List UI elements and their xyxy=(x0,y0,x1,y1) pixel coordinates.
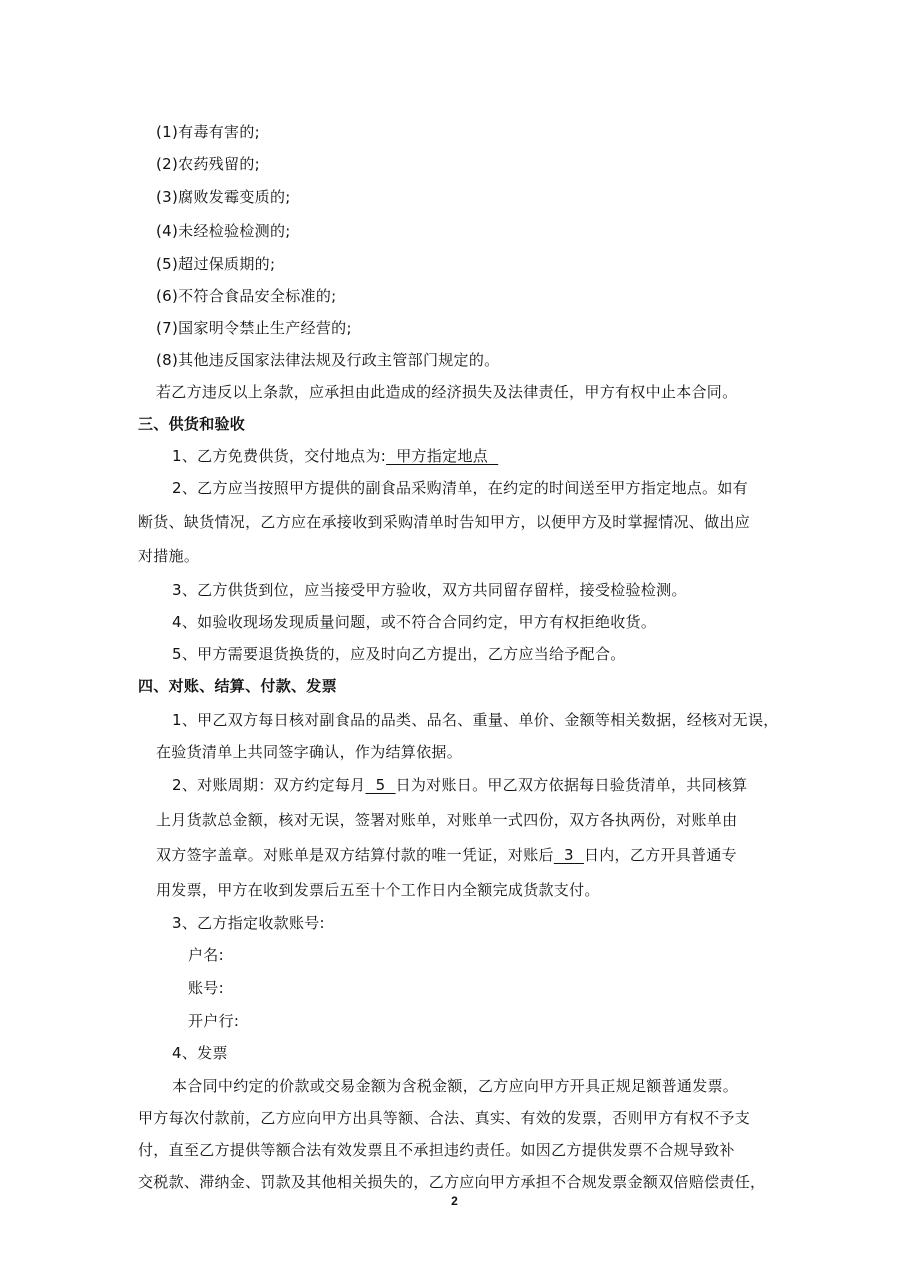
section-4-p2-line4: 用发票，甲方在收到发票后五至十个工作日内全额完成货款支付。 xyxy=(156,881,600,899)
p2-line1-a: 2、对账周期：双方约定每月 xyxy=(172,776,366,794)
invoice-days: 3 xyxy=(553,846,584,864)
p2-line3-a: 双方签字盖章。对账单是双方结算付款的唯一凭证，对账后 xyxy=(156,846,554,864)
reconciliation-day: 5 xyxy=(365,776,396,794)
page-number: 2 xyxy=(451,1194,458,1208)
p1-prefix: 1、乙方免费供货，交付地点为: xyxy=(172,447,387,465)
invoice-line-4: 交税款、滞纳金、罚款及其他相关损失的，乙方应向甲方承担不合规发票金额双倍赔偿责任， xyxy=(138,1173,766,1191)
delivery-location: 甲方指定地点 xyxy=(386,447,499,465)
list-item-7: (7)国家明令禁止生产经营的; xyxy=(156,319,352,337)
invoice-line-2: 甲方每次付款前，乙方应向甲方出具等额、合法、真实、有效的发票，否则甲方有权不予支 xyxy=(138,1109,751,1127)
section-3-heading: 三、供货和验收 xyxy=(138,415,246,433)
invoice-line-1: 本合同中约定的价款或交易金额为含税金额，乙方应向甲方开具正规足额普通发票。 xyxy=(172,1077,739,1095)
section-3-p3: 3、乙方供货到位，应当接受甲方验收，双方共同留存留样，接受检验检测。 xyxy=(172,581,687,599)
section-4-p2-line2: 上月货款总金额，核对无误，签署对账单，对账单一式四份，双方各执两份，对账单由 xyxy=(156,811,738,829)
list-item-1: (1)有毒有害的; xyxy=(156,123,261,141)
section-4-p3: 3、乙方指定收款账号: xyxy=(172,914,325,932)
invoice-line-3: 付，直至乙方提供等额合法有效发票且不承担违约责任。如因乙方提供发票不合规导致补 xyxy=(138,1141,735,1159)
list-item-5: (5)超过保质期的; xyxy=(156,255,276,273)
section-3-p4: 4、如验收现场发现质量问题，或不符合合同约定，甲方有权拒绝收货。 xyxy=(172,613,657,631)
p2-line1-b: 日为对账日。甲乙双方依据每日验货清单，共同核算 xyxy=(395,776,748,794)
section-3-p1 xyxy=(172,446,498,466)
violation-clause: 若乙方违反以上条款，应承担由此造成的经济损失及法律责任，甲方有权中止本合同。 xyxy=(156,383,738,401)
section-4-p1-line1: 1、甲乙双方每日核对副食品的品类、品名、重量、单价、金额等相关数据，经核对无误， xyxy=(172,711,779,729)
list-item-4: (4)未经检验检测的; xyxy=(156,222,291,240)
list-item-2: (2)农药残留的; xyxy=(156,155,261,173)
section-4-p1-line2: 在验货清单上共同签字确认，作为结算依据。 xyxy=(156,743,463,761)
section-3-p5: 5、甲方需要退货换货的，应及时向乙方提出，乙方应当给予配合。 xyxy=(172,645,626,663)
account-name-label: 户名: xyxy=(188,946,224,964)
bank-label: 开户行: xyxy=(188,1012,240,1030)
section-3-p2-line1: 2、乙方应当按照甲方提供的副食品采购清单，在约定的时间送至甲方指定地点。如有 xyxy=(172,479,748,497)
list-item-8: (8)其他违反国家法律法规及行政主管部门规定的。 xyxy=(156,351,500,369)
list-item-3: (3)腐败发霉变质的; xyxy=(156,188,291,206)
section-4-p2-line3 xyxy=(156,845,737,865)
list-item-6: (6)不符合食品安全标准的; xyxy=(156,287,337,305)
section-3-p2-line3: 对措施。 xyxy=(138,547,200,565)
account-number-label: 账号: xyxy=(188,979,224,997)
section-4-p2-line1 xyxy=(172,775,747,795)
section-4-p4: 4、发票 xyxy=(172,1044,228,1062)
section-3-p2-line2: 断货、缺货情况，乙方应在承接收到采购清单时告知甲方，以便甲方及时掌握情况、做出应 xyxy=(138,513,751,531)
p2-line3-b: 日内，乙方开具普通专 xyxy=(583,846,737,864)
section-4-heading: 四、对账、结算、付款、发票 xyxy=(138,677,337,695)
